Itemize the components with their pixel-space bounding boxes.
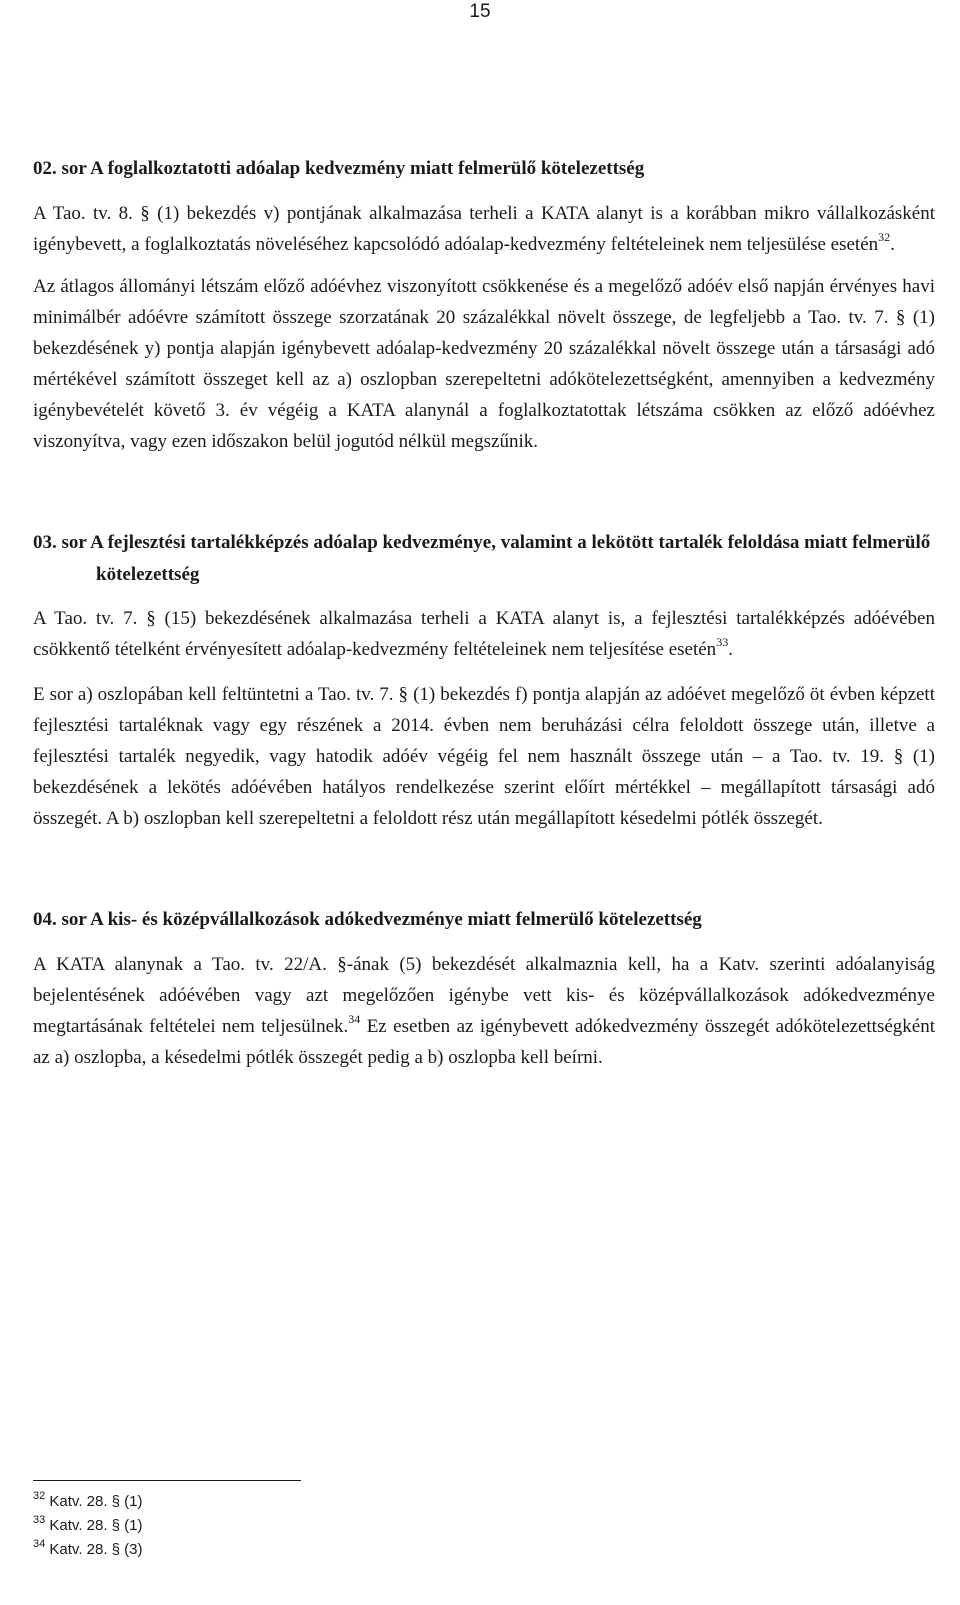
paragraph-text: A Tao. tv. 8. § (1) bekezdés v) pontjának alkalmazása terheli a KATA alanyt is a korábban mikro vállalkozásként igénybevett, a foglalkoztatás növeléséhez kapcsolódó adóalap-kedvezmény feltételeinek nem teljesülése esetén: [33, 203, 935, 255]
footnote: [33, 1538, 935, 1562]
section-title: sor A fejlesztési tartalékképzés adóalap kedvezménye, valamint a lekötött tartalék feloldása miatt felmerülő kötelezettség: [56, 532, 931, 585]
paragraph-text: A Tao. tv. 7. § (15) bekezdésének alkalmazása terheli a KATA alanyt is, a fejlesztési tartalékképzés adóévében csökkentő tételként érvényesített adóalap-kedvezmény feltételeinek nem teljesítése esetén: [33, 608, 935, 660]
section-02: [33, 153, 935, 457]
footnote-number: 34: [33, 1538, 46, 1550]
page-number: 15: [469, 1, 491, 22]
section-04: [33, 904, 935, 1073]
footnote-ref: 32: [878, 230, 891, 244]
footnotes: [33, 1480, 935, 1562]
paragraph-text: A KATA alanynak a Tao. tv. 22/A. §-ának (5) bekezdését alkalmaznia kell, ha a Katv. szerinti adóalanyiság bejelentésének adóévében vagy azt megelőzően igénybe vett kis- és középvállalkozások adókedvezménye megtartásának feltételei nem teljesülnek.: [33, 954, 935, 1037]
section-heading: [33, 527, 935, 591]
footnote-text: Katv. 28. § (1): [45, 1517, 143, 1534]
paragraph-text: Ez esetben az igénybevett adókedvezmény összegét adókötelezettségként az a) oszlopba, a késedelmi pótlék összegét pedig a b) oszlopba kell beírni.: [33, 1016, 935, 1068]
paragraph-text: E sor a) oszlopában kell feltüntetni a Tao. tv. 7. § (1) bekezdés f) pontja alapján az adóévet megelőző öt évben képzett fejlesztési tartaléknak vagy egy részének a 2014. évben nem beruházási célra feloldott összege után, illetve a fejlesztési tartalék negyedik, vagy hatodik adóév végéig fel nem használt összege után – a Tao. tv. 19. § (1) bekezdésének a lekötés adóévében hatályos rendelkezése szerint előírt mértékkel – megállapított társasági adó összegét. A b) oszlopban kell szerepeltetni a feloldott rész után megállapított késedelmi pótlék összegét.: [33, 684, 935, 829]
paragraph-text: Az átlagos állományi létszám előző adóévhez viszonyított csökkenése és a megelőző adóév első napján érvényes havi minimálbér adóévre számított összege szorzatának 20 százalékkal növelt összege, de legfeljebb a Tao. tv. 7. § (1) bekezdésének y) pontja alapján igénybevett adóalap-kedvezmény 20 százalékkal növelt összege után a társasági adó mértékével számított összeget kell az a) oszlopban szerepeltetni adókötelezettségként, amennyiben a kedvezmény igénybevételét követő 3. év végéig a KATA alanynál a foglalkoztatottak létszáma csökken az előző adóévhez viszonyítva, vagy ezen időszakon belül jogutód nélkül megszűnik.: [33, 276, 935, 452]
paragraph: [33, 603, 935, 665]
paragraph: [33, 679, 935, 834]
section-heading: [33, 904, 935, 936]
section-03: [33, 527, 935, 834]
footnote-text: Katv. 28. § (1): [45, 1493, 143, 1510]
section-number: 03.: [33, 532, 57, 553]
paragraph: [33, 949, 935, 1073]
footnote-ref: 33: [716, 635, 729, 649]
section-title: sor A kis- és középvállalkozások adókedvezménye miatt felmerülő kötelezettség: [56, 909, 702, 930]
footnote: [33, 1514, 935, 1538]
section-number: 04.: [33, 909, 57, 930]
footnote-text: Katv. 28. § (3): [45, 1541, 143, 1558]
document-body: [33, 153, 935, 1073]
footnote-separator: [33, 1480, 301, 1481]
footnote-number: 33: [33, 1514, 46, 1526]
paragraph-text: .: [890, 234, 895, 255]
section-heading: [33, 153, 935, 185]
paragraph: [33, 198, 935, 260]
paragraph-text: .: [728, 639, 733, 660]
footnote-ref: 34: [348, 1012, 361, 1026]
paragraph: [33, 271, 935, 457]
section-title: sor A foglalkoztatotti adóalap kedvezmény miatt felmerülő kötelezettség: [56, 158, 645, 179]
section-number: 02.: [33, 158, 57, 179]
footnote-number: 32: [33, 1490, 46, 1502]
footnote: [33, 1490, 935, 1514]
